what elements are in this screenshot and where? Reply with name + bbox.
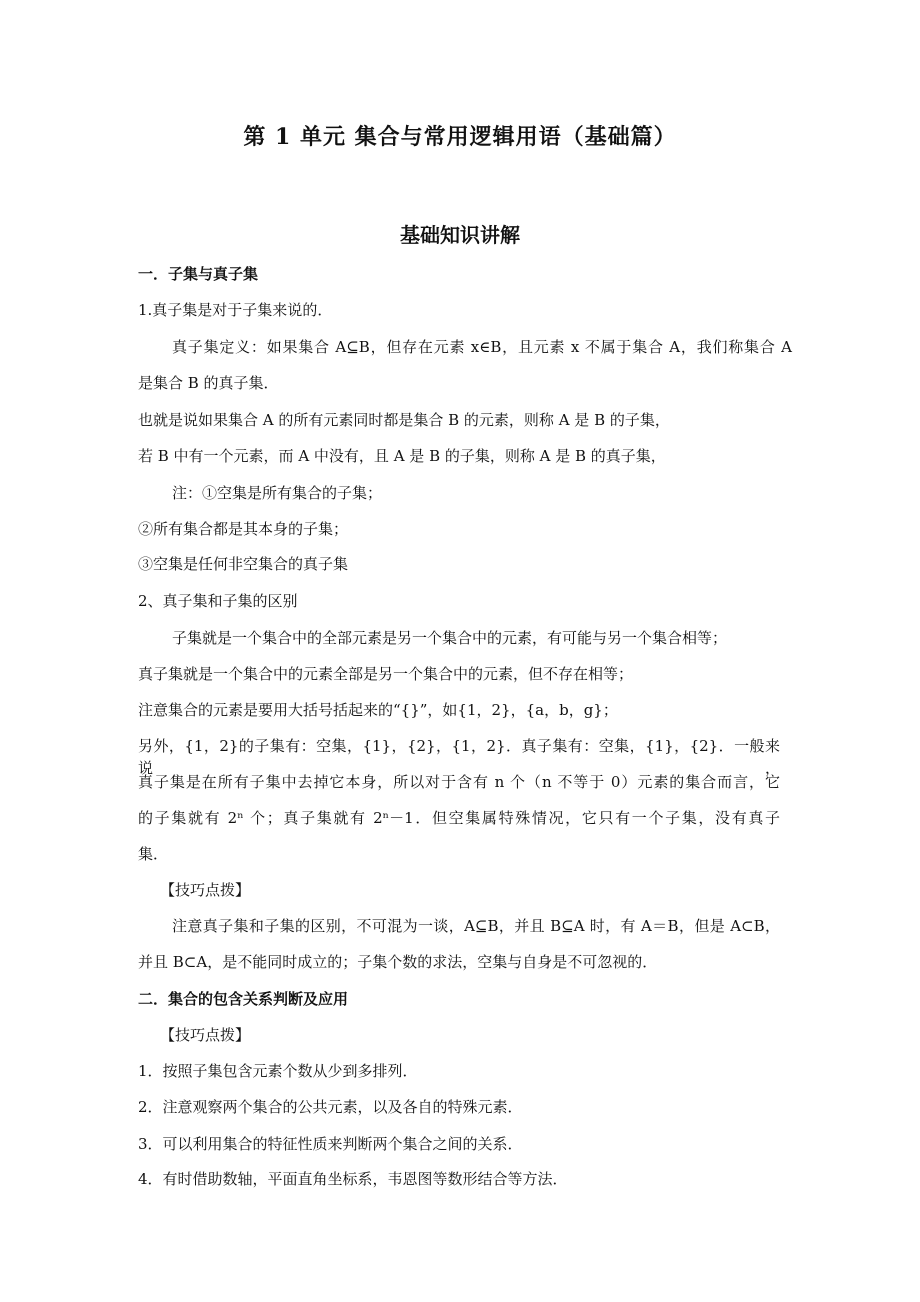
section-heading-2: 二．集合的包含关系判断及应用 xyxy=(138,990,349,1008)
paragraph-line: 的子集就有 2ⁿ 个；真子集就有 2ⁿ－1．但空集属特殊情况，它只有一个子集，没有真子 xyxy=(138,809,780,827)
paragraph-line: 集． xyxy=(138,845,169,863)
paragraph-line: 真子集定义：如果集合 A⊆B，但存在元素 x∈B，且元素 x 不属于集合 A，我们称集合 A xyxy=(172,338,792,356)
note-line: ②所有集合都是其本身的子集； xyxy=(138,520,349,538)
list-item: 3．可以利用集合的特征性质来判断两个集合之间的关系． xyxy=(138,1135,523,1153)
paragraph-line: 也就是说如果集合 A 的所有元素同时都是集合 B 的元素，则称 A 是 B 的子集， xyxy=(138,411,670,429)
note-line: 注：①空集是所有集合的子集； xyxy=(172,484,383,502)
paragraph-line: 1.真子集是对于子集来说的． xyxy=(138,301,333,319)
paragraph-line: 注意真子集和子集的区别，不可混为一谈，A⊆B，并且 B⊆A 时，有 A＝B，但是 A⊂B， xyxy=(172,917,780,935)
section-subtitle: 基础知识讲解 xyxy=(400,223,520,247)
section-heading-1: 一．子集与真子集 xyxy=(138,265,259,283)
note-line: ③空集是任何非空集合的真子集 xyxy=(138,555,349,573)
paragraph-line: 子集就是一个集合中的全部元素是另一个集合中的元素，有可能与另一个集合相等； xyxy=(172,629,728,647)
paragraph-line: 并且 B⊂A，是不能同时成立的；子集个数的求法，空集与自身是不可忽视的． xyxy=(138,953,658,971)
paragraph-line: 真子集就是一个集合中的元素全部是另一个集合中的元素，但不存在相等； xyxy=(138,665,634,683)
list-item: 2．注意观察两个集合的公共元素，以及各自的特殊元素． xyxy=(138,1098,523,1116)
list-item: 4．有时借助数轴，平面直角坐标系，韦恩图等数形结合等方法． xyxy=(138,1170,568,1188)
list-item: 1．按照子集包含元素个数从少到多排列． xyxy=(138,1062,418,1080)
tip-heading: 【技巧点拨】 xyxy=(160,881,251,899)
paragraph-line: 注意集合的元素是要用大括号括起来的“{}”，如{1，2}，{a，b，g}； xyxy=(138,701,618,719)
paragraph-line: 另外，{1，2}的子集有：空集，{1}，{2}，{1，2}．真子集有：空集，{1}，{2}．一般来说， xyxy=(138,737,780,777)
paragraph-line: 是集合 B 的真子集． xyxy=(138,374,279,392)
subsection-heading: 2、真子集和子集的区别 xyxy=(138,592,298,610)
paragraph-line: 若 B 中有一个元素，而 A 中没有，且 A 是 B 的子集，则称 A 是 B 的真子集， xyxy=(138,447,666,465)
paragraph-line: 真子集是在所有子集中去掉它本身，所以对于含有 n 个（n 不等于 0）元素的集合而言，它 xyxy=(138,773,780,791)
document-title: 第 1 单元 集合与常用逻辑用语（基础篇） xyxy=(243,124,677,150)
tip-heading: 【技巧点拨】 xyxy=(160,1026,251,1044)
